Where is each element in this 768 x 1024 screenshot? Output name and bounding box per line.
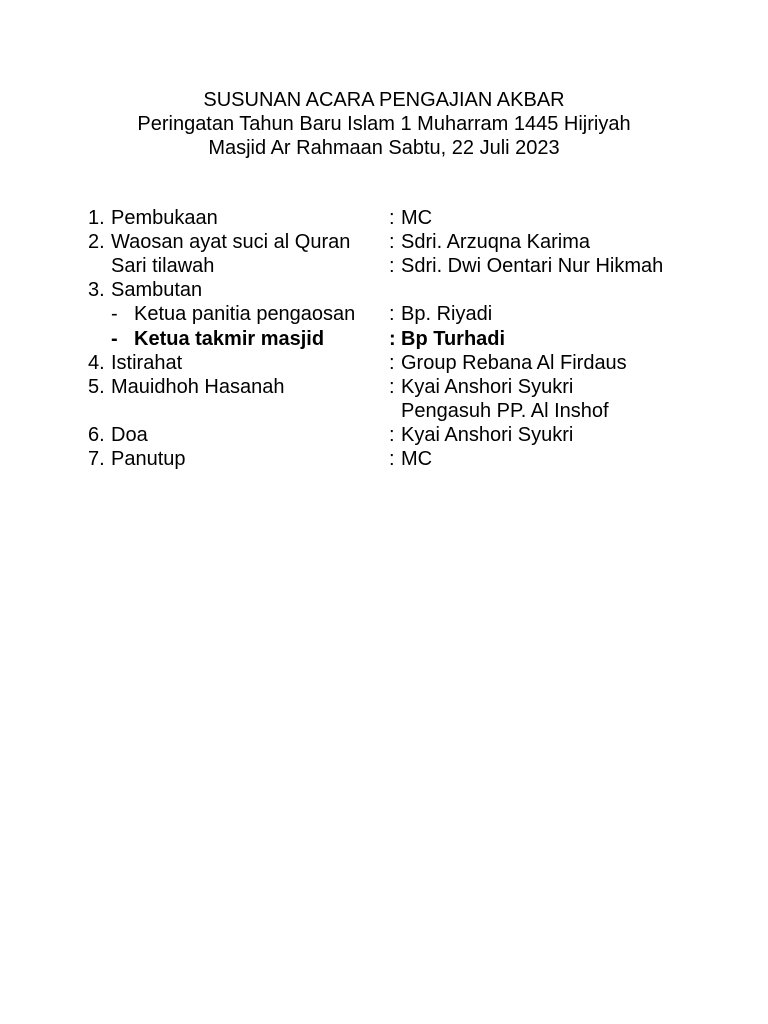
- document-subtitle: Peringatan Tahun Baru Islam 1 Muharram 1445 Hijriyah: [137, 113, 631, 135]
- agenda-value: MC: [401, 448, 433, 470]
- agenda-value: Bp. Riyadi: [401, 303, 493, 325]
- agenda-label: Ketua takmir masjid: [134, 328, 325, 350]
- agenda-number: 2.: [88, 231, 105, 253]
- agenda-number: 3.: [88, 279, 105, 301]
- agenda-value: MC: [401, 207, 433, 229]
- agenda-number: 7.: [88, 448, 105, 470]
- agenda-label: Panutup: [111, 448, 186, 470]
- agenda-separator: :: [389, 448, 395, 470]
- agenda-label: Doa: [111, 424, 148, 446]
- agenda-separator: :: [389, 424, 395, 446]
- agenda-label: Sari tilawah: [111, 255, 215, 277]
- document-title: SUSUNAN ACARA PENGAJIAN AKBAR: [203, 89, 565, 111]
- agenda-number: 4.: [88, 352, 105, 374]
- agenda-label: Istirahat: [111, 352, 183, 374]
- document-venue-date: Masjid Ar Rahmaan Sabtu, 22 Juli 2023: [208, 137, 560, 159]
- agenda-value: Sdri. Arzuqna Karima: [401, 231, 590, 253]
- agenda-value: Sdri. Dwi Oentari Nur Hikmah: [401, 255, 664, 277]
- agenda-separator: :: [389, 207, 395, 229]
- agenda-value: Bp Turhadi: [401, 328, 506, 350]
- agenda-separator: :: [389, 376, 395, 398]
- agenda-number: 5.: [88, 376, 105, 398]
- agenda-label: Ketua panitia pengaosan: [134, 303, 356, 325]
- agenda-value: Group Rebana Al Firdaus: [401, 352, 627, 374]
- agenda-label: Mauidhoh Hasanah: [111, 376, 285, 398]
- agenda-label: Waosan ayat suci al Quran: [111, 231, 351, 253]
- agenda-separator: :: [389, 255, 395, 277]
- agenda-value: Kyai Anshori Syukri: [401, 424, 574, 446]
- agenda-number: 1.: [88, 207, 105, 229]
- sub-item-dash: -: [111, 328, 118, 350]
- agenda-separator: :: [389, 328, 396, 350]
- sub-item-dash: -: [111, 303, 118, 325]
- agenda-separator: :: [389, 303, 395, 325]
- agenda-value: Kyai Anshori Syukri: [401, 376, 574, 398]
- agenda-label: Sambutan: [111, 279, 203, 301]
- agenda-separator: :: [389, 231, 395, 253]
- agenda-value: Pengasuh PP. Al Inshof: [401, 400, 609, 422]
- agenda-number: 6.: [88, 424, 105, 446]
- agenda-label: Pembukaan: [111, 207, 218, 229]
- agenda-separator: :: [389, 352, 395, 374]
